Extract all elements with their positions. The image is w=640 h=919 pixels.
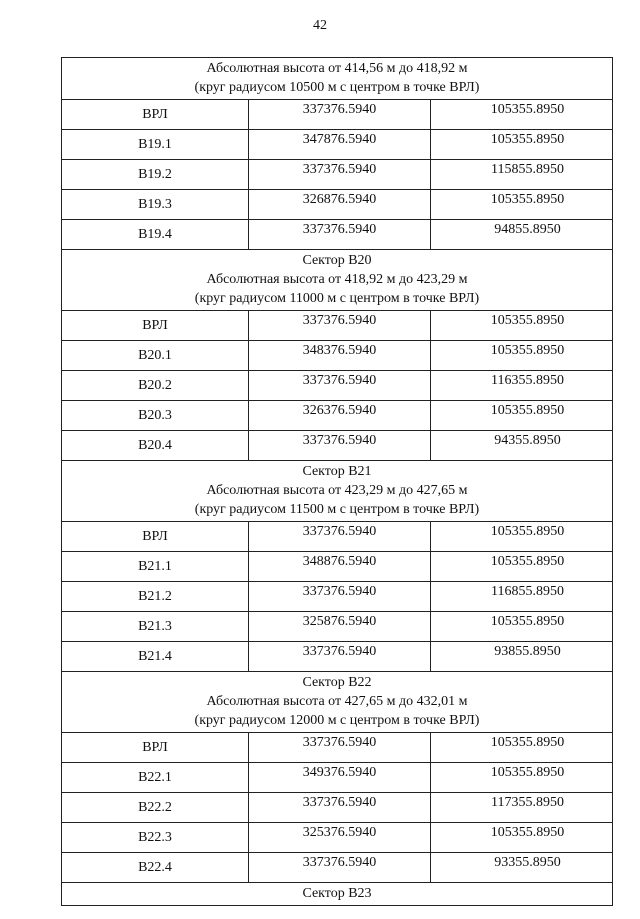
coordinate-x: 349376.5940 xyxy=(249,763,431,793)
table-row xyxy=(62,160,613,190)
point-label: B20.4 xyxy=(62,431,249,461)
sector-title: Сектор В23 xyxy=(302,886,372,901)
sector-altitude: Абсолютная высота от 418,92 м до 423,29 м xyxy=(206,272,468,287)
sector-header-row xyxy=(62,672,613,733)
coordinate-x: 337376.5940 xyxy=(249,642,431,672)
table-row xyxy=(62,853,613,883)
coordinate-y: 105355.8950 xyxy=(431,341,613,371)
sector-altitude: Абсолютная высота от 427,65 м до 432,01 м xyxy=(206,694,468,709)
table-row xyxy=(62,823,613,853)
table-row xyxy=(62,733,613,763)
table-row xyxy=(62,401,613,431)
table-row xyxy=(62,642,613,672)
coordinate-y: 105355.8950 xyxy=(431,522,613,552)
coordinate-y: 105355.8950 xyxy=(431,763,613,793)
coordinate-x: 337376.5940 xyxy=(249,220,431,250)
coordinate-x: 326876.5940 xyxy=(249,190,431,220)
point-label: B22.3 xyxy=(62,823,249,853)
point-label: B19.2 xyxy=(62,160,249,190)
coordinate-x: 337376.5940 xyxy=(249,371,431,401)
point-label: B21.2 xyxy=(62,582,249,612)
coordinate-x: 337376.5940 xyxy=(249,793,431,823)
point-label: B20.3 xyxy=(62,401,249,431)
coordinates-table-body xyxy=(62,58,613,906)
table-row xyxy=(62,220,613,250)
coordinate-y: 94355.8950 xyxy=(431,431,613,461)
coordinate-y: 105355.8950 xyxy=(431,733,613,763)
sector-circle-description: (круг радиусом 11000 м с центром в точке ВРЛ) xyxy=(194,291,480,306)
point-label: B21.1 xyxy=(62,552,249,582)
coordinate-x: 325876.5940 xyxy=(249,612,431,642)
point-label: ВРЛ xyxy=(62,100,249,130)
sector-altitude: Абсолютная высота от 414,56 м до 418,92 м xyxy=(206,61,468,76)
point-label: ВРЛ xyxy=(62,522,249,552)
table-row xyxy=(62,763,613,793)
table-row xyxy=(62,582,613,612)
point-label: B20.1 xyxy=(62,341,249,371)
coordinate-x: 347876.5940 xyxy=(249,130,431,160)
sector-circle-description: (круг радиусом 12000 м с центром в точке ВРЛ) xyxy=(194,713,480,728)
point-label: B22.4 xyxy=(62,853,249,883)
coordinate-x: 337376.5940 xyxy=(249,100,431,130)
table-row xyxy=(62,371,613,401)
point-label: B21.3 xyxy=(62,612,249,642)
point-label: B22.2 xyxy=(62,793,249,823)
sector-circle-description: (круг радиусом 11500 м с центром в точке ВРЛ) xyxy=(194,502,480,517)
page-number: 42 xyxy=(313,18,327,33)
coordinate-x: 337376.5940 xyxy=(249,311,431,341)
coordinate-y: 105355.8950 xyxy=(431,612,613,642)
coordinate-y: 93355.8950 xyxy=(431,853,613,883)
coordinate-y: 105355.8950 xyxy=(431,401,613,431)
table-row xyxy=(62,311,613,341)
coordinate-x: 337376.5940 xyxy=(249,431,431,461)
coordinate-x: 337376.5940 xyxy=(249,582,431,612)
sector-header-row xyxy=(62,461,613,522)
table-row xyxy=(62,522,613,552)
coordinate-y: 116355.8950 xyxy=(431,371,613,401)
point-label: ВРЛ xyxy=(62,311,249,341)
coordinate-x: 348376.5940 xyxy=(249,341,431,371)
coordinate-x: 337376.5940 xyxy=(249,853,431,883)
sector-header-row xyxy=(62,58,613,100)
table-row xyxy=(62,431,613,461)
table-row xyxy=(62,100,613,130)
sector-header xyxy=(62,672,613,733)
coordinate-y: 94855.8950 xyxy=(431,220,613,250)
point-label: B19.4 xyxy=(62,220,249,250)
sector-title: Сектор В21 xyxy=(302,464,372,479)
coordinate-y: 105355.8950 xyxy=(431,100,613,130)
sector-title: Сектор В22 xyxy=(302,675,372,690)
table-row xyxy=(62,190,613,220)
coordinate-y: 93855.8950 xyxy=(431,642,613,672)
coordinate-y: 105355.8950 xyxy=(431,311,613,341)
coordinates-table xyxy=(61,57,613,906)
sector-header xyxy=(62,58,613,100)
sector-title: Сектор В20 xyxy=(302,253,372,268)
coordinate-x: 348876.5940 xyxy=(249,552,431,582)
coordinate-x: 337376.5940 xyxy=(249,522,431,552)
sector-header-row xyxy=(62,250,613,311)
sector-header xyxy=(62,461,613,522)
point-label: B19.1 xyxy=(62,130,249,160)
point-label: B19.3 xyxy=(62,190,249,220)
sector-header-row xyxy=(62,883,613,906)
coordinate-x: 326376.5940 xyxy=(249,401,431,431)
point-label: B21.4 xyxy=(62,642,249,672)
table-row xyxy=(62,612,613,642)
table-row xyxy=(62,793,613,823)
coordinate-x: 337376.5940 xyxy=(249,733,431,763)
coordinate-y: 105355.8950 xyxy=(431,552,613,582)
sector-circle-description: (круг радиусом 10500 м с центром в точке ВРЛ) xyxy=(194,80,480,95)
coordinate-y: 115855.8950 xyxy=(431,160,613,190)
coordinate-y: 116855.8950 xyxy=(431,582,613,612)
sector-header xyxy=(62,250,613,311)
coordinate-y: 105355.8950 xyxy=(431,823,613,853)
table-row xyxy=(62,130,613,160)
point-label: ВРЛ xyxy=(62,733,249,763)
table-row xyxy=(62,341,613,371)
coordinate-y: 117355.8950 xyxy=(431,793,613,823)
table-row xyxy=(62,552,613,582)
coordinate-y: 105355.8950 xyxy=(431,130,613,160)
point-label: B22.1 xyxy=(62,763,249,793)
coordinate-y: 105355.8950 xyxy=(431,190,613,220)
point-label: B20.2 xyxy=(62,371,249,401)
coordinate-x: 337376.5940 xyxy=(249,160,431,190)
sector-altitude: Абсолютная высота от 423,29 м до 427,65 м xyxy=(206,483,468,498)
coordinate-x: 325376.5940 xyxy=(249,823,431,853)
sector-header xyxy=(62,883,613,906)
